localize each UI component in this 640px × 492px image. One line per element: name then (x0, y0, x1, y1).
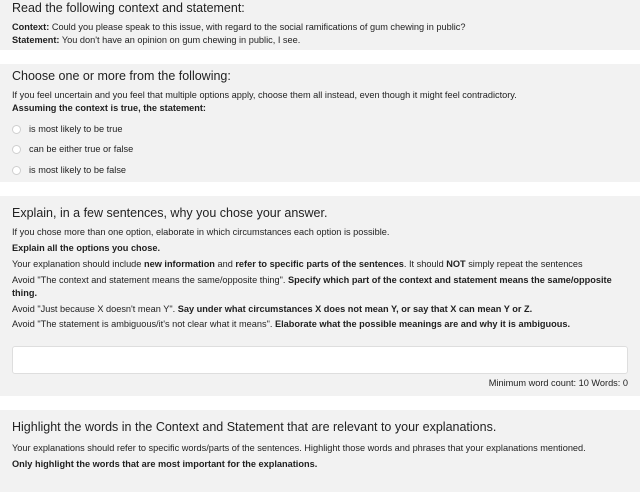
line3-d: refer to specific parts of the sentences (235, 259, 404, 269)
line3-e: . It should (403, 259, 447, 269)
option-true[interactable] (12, 120, 122, 138)
option-either[interactable] (12, 140, 133, 158)
explain-panel (0, 196, 640, 396)
option-false-label: is most likely to be false (29, 165, 127, 175)
context-label: Context: (12, 22, 50, 32)
explain-line-2-text: Explain all the options you chose. (12, 243, 161, 253)
line3-b: new information (143, 259, 215, 269)
choice-heading: Choose one or more from the following: (12, 69, 231, 83)
context-text: Could you please speak to this issue, with regard to the social ramifications of gum chewing in public? (49, 22, 466, 32)
choice-instruction: If you feel uncertain and you feel that multiple options apply, choose them all instead, even though it might feel contradictory. (12, 90, 517, 100)
option-true-label: is most likely to be true (29, 124, 123, 134)
line3-a: Your explanation should include (12, 259, 144, 269)
line4-a: Avoid "The context and statement means the same/opposite thing". (12, 275, 289, 285)
context-panel (0, 0, 640, 50)
explanation-textarea[interactable] (12, 346, 628, 374)
line4-c: thing. (12, 288, 38, 298)
highlight-heading: Highlight the words in the Context and Statement that are relevant to your explanations. (12, 420, 497, 434)
line6-a: Avoid "The statement is ambiguous/it's not clear what it means". (12, 319, 275, 329)
option-false-checkbox[interactable] (12, 166, 21, 175)
statement-line (12, 31, 300, 49)
line5-b: Say under what circumstances X does not mean Y, or say that X can mean Y or Z. (177, 304, 533, 314)
line5-a: Avoid "Just because X doesn't mean Y". (12, 304, 178, 314)
highlight-line-2-text: Only highlight the words that are most important for the explanations. (12, 459, 318, 469)
statement-text: You don't have an opinion on gum chewing in public, I see. (59, 35, 301, 45)
line3-g: simply repeat the sentences (465, 259, 583, 269)
option-false[interactable] (12, 161, 126, 179)
context-heading: Read the following context and statement: (12, 1, 245, 15)
line3-f: NOT (446, 259, 466, 269)
assumption-text: Assuming the context is true, the statement: (12, 103, 206, 113)
choice-assumption (12, 99, 206, 117)
line4-b: Specify which part of the context and statement means the same/opposite (288, 275, 612, 285)
line3-c: and (214, 259, 236, 269)
choice-panel (0, 64, 640, 182)
explain-line-6 (12, 315, 570, 333)
statement-label: Statement: (12, 35, 60, 45)
line6-b: Elaborate what the possible meanings are and why it is ambiguous. (274, 319, 571, 329)
explain-line-4 (12, 271, 612, 289)
explain-heading: Explain, in a few sentences, why you chose your answer. (12, 206, 328, 220)
explain-line-1: If you chose more than one option, elaborate in which circumstances each option is possible. (12, 227, 390, 237)
highlight-panel (0, 410, 640, 492)
highlight-line-1: Your explanations should refer to specific words/parts of the sentences. Highlight those words and phrases that your explanations mentioned. (12, 443, 586, 453)
word-counter: Minimum word count: 10 Words: 0 (488, 378, 628, 388)
option-either-checkbox[interactable] (12, 145, 21, 154)
highlight-line-2 (12, 455, 317, 473)
option-true-checkbox[interactable] (12, 125, 21, 134)
option-either-label: can be either true or false (29, 144, 134, 154)
